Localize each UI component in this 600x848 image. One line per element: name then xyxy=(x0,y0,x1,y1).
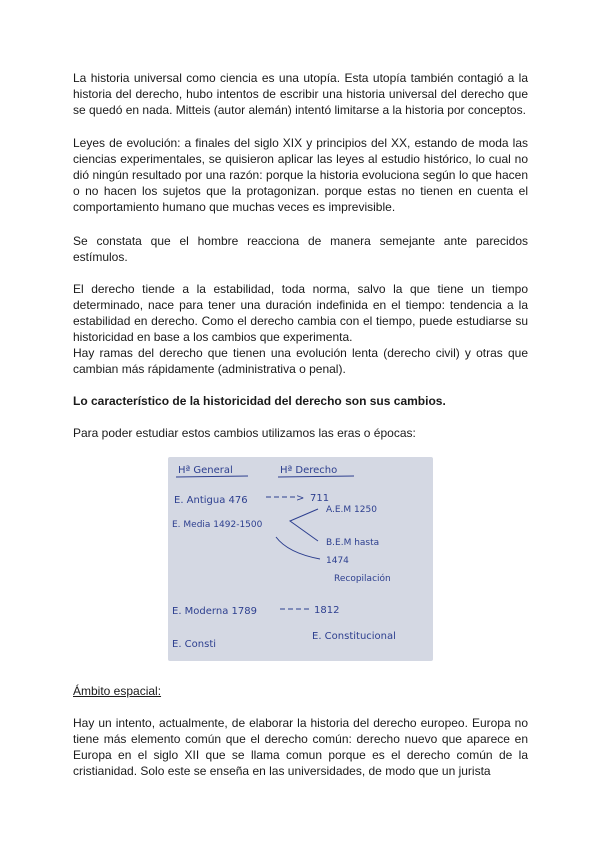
note-row4-right: E. Constitucional xyxy=(312,631,396,642)
note-row2-right-b: B.E.M hasta xyxy=(326,538,380,548)
note-row4-left: E. Consti xyxy=(172,639,217,650)
note-row2-right-d: Recopilación xyxy=(334,574,391,584)
bold-heading: Lo característico de la historicidad del derecho son sus cambios. xyxy=(73,394,446,408)
note-underline-2 xyxy=(278,476,354,477)
note-row2-right-a: A.E.M 1250 xyxy=(326,505,377,515)
note-row3-left: E. Moderna 1789 xyxy=(172,606,257,617)
paragraph-derecho-europeo: Hay un intento, actualmente, de elaborar la historia del derecho europeo. Europa no tiene más elemento común que el derecho común: derecho nuevo que aparece en Europa en el siglo XII que se llama comun porque es el derecho común de la cristianidad. Solo este se enseña en las universidades, de modo que un jurista xyxy=(73,716,528,778)
paragraph-eras-epocas: Para poder estudiar estos cambios utilizamos las eras o épocas: xyxy=(73,426,416,440)
note-bracket xyxy=(290,509,318,541)
paragraph-leyes-evolucion: Leyes de evolución: a finales del siglo XIX y principios del XX, estando de moda las ciencias experimentales, se quisieron aplicar las leyes al estudio histórico, lo cual no dió ningún resultado por una razón: porque la historia evoluciona según lo que hacen o no hacen los sujetos que la protagonizan. porque estas no tienen en cuenta el comportamiento humano que muchas veces es imprevisible. xyxy=(73,136,528,214)
handwritten-note-drawing xyxy=(168,457,433,661)
note-row2-right-c: 1474 xyxy=(326,556,349,566)
paragraph-historia-universal: La historia universal como ciencia es una utopía. Esta utopía también contagió a la historia del derecho, hubo intentos de escribir una historia universal del derecho que se quedó en nada. Mitteis (autor alemán) intentó limitarse a la historia por conceptos. xyxy=(73,71,528,117)
paragraph-derecho-estabilidad: El derecho tiende a la estabilidad, toda norma, salvo la que tiene un tiempo determinado, nace para tener una duración indefinida en el tiempo: tendencia a la estabilidad en derecho. Como el derecho cambia con el tiempo, puede estudiarse su historicidad en base a los cambios que experimenta. xyxy=(73,282,528,344)
note-col2-title: Hª Derecho xyxy=(280,465,338,476)
note-curve-arrow xyxy=(276,537,320,559)
handwritten-note-photo xyxy=(168,457,433,661)
paragraph-ramas-derecho: Hay ramas del derecho que tienen una evolución lenta (derecho civil) y otras que cambian más rápidamente (administrativa o penal). xyxy=(73,346,528,376)
note-row3-right: 1812 xyxy=(314,605,340,616)
note-arrow-1: > xyxy=(296,493,305,504)
note-underline-1 xyxy=(176,476,248,477)
note-row1-right: 711 xyxy=(310,493,330,504)
section-title-ambito-espacial: Ámbito espacial: xyxy=(73,684,162,698)
note-row2-left: E. Media 1492-1500 xyxy=(172,520,263,530)
note-col1-title: Hª General xyxy=(178,465,233,476)
paragraph-hombre-reacciona: Se constata que el hombre reacciona de manera semejante ante parecidos estímulos. xyxy=(73,234,528,264)
note-row1-left: E. Antigua 476 xyxy=(174,495,248,506)
